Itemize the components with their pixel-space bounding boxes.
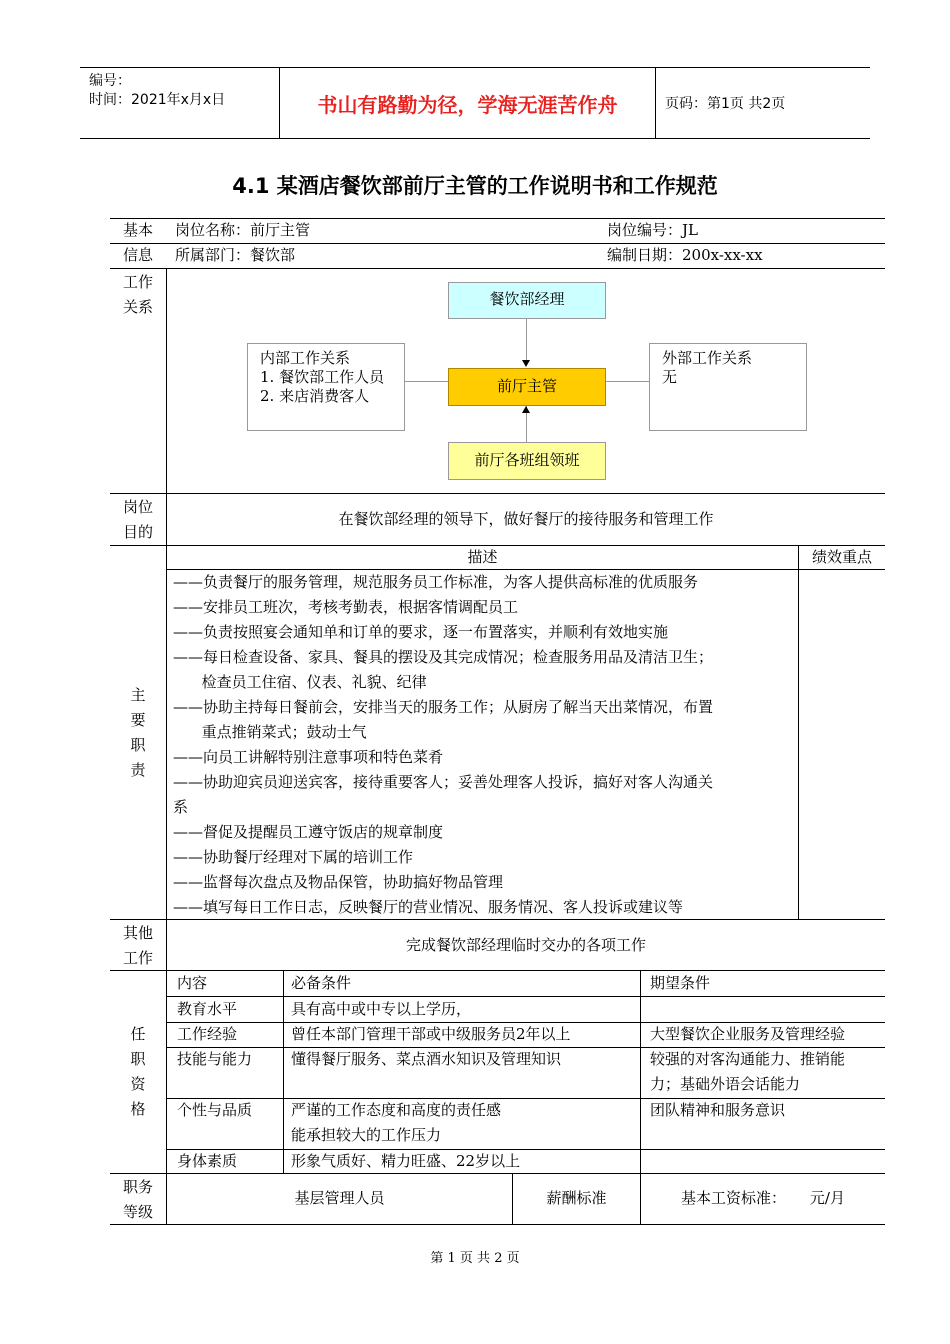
basic-label-2: 信息 — [122, 246, 153, 264]
header-page: 页码：第1页 共2页 — [665, 96, 786, 112]
qual-row-item: 个性与品质 — [177, 1101, 253, 1119]
duty-line: ——填写每日工作日志，反映餐厅的营业情况、服务情况、客人投诉或建议等 — [173, 898, 684, 916]
duty-line: ——负责餐厅的服务管理，规范服务员工作标准，为客人提供高标准的优质服务 — [173, 573, 699, 591]
salary-value: 基本工资标准： 元/月 — [681, 1189, 845, 1207]
duty-line: ——负责按照宴会通知单和订单的要求，逐一布置落实，并顺利有效地实施 — [173, 623, 669, 641]
qual-label-1: 任 — [130, 1025, 146, 1043]
org-box-internal — [247, 343, 405, 431]
header-motto: 书山有路勤为径，学海无涯苦作舟 — [280, 68, 656, 138]
duty-line: ——每日检查设备、家具、餐具的摆设及其完成情况；检查服务用品及清洁卫生； — [173, 648, 714, 666]
qual-row-item: 教育水平 — [177, 1000, 238, 1018]
duty-line: 重点推销菜式；鼓动士气 — [173, 723, 367, 741]
purpose-label-2: 目的 — [122, 523, 153, 541]
other-text: 完成餐饮部经理临时交办的各项工作 — [405, 936, 646, 954]
position-no: 岗位编号：JL — [607, 221, 698, 239]
duties-col-desc: 描述 — [467, 548, 498, 566]
duties-col-kpi: 绩效重点 — [811, 548, 872, 566]
document-header — [80, 67, 870, 139]
time-label: 时间：2021年x月x日 — [89, 92, 226, 108]
duty-line: ——协助餐厅经理对下属的培训工作 — [173, 848, 414, 866]
qual-head-required: 必备条件 — [291, 974, 352, 992]
qual-row-required: 懂得餐厅服务、菜点酒水知识及管理知识 — [291, 1050, 562, 1068]
other-label-2: 工作 — [122, 949, 153, 967]
duties-label-4: 责 — [130, 761, 146, 779]
qual-row-required-cont: 能承担较大的工作压力 — [291, 1126, 442, 1144]
relations-label-2: 关系 — [122, 298, 153, 316]
arrow-down-icon — [522, 360, 530, 367]
duty-line: 系 — [173, 798, 189, 816]
purpose-text: 在餐饮部经理的领导下，做好餐厅的接待服务和管理工作 — [338, 510, 714, 528]
duty-line: ——监督每次盘点及物品保管，协助搞好物品管理 — [173, 873, 504, 891]
internal-title: 内部工作关系 — [260, 349, 351, 367]
grade-level: 基层管理人员 — [294, 1189, 385, 1207]
duty-line: ——督促及提醒员工遵守饭店的规章制度 — [173, 823, 444, 841]
grade-label-2: 等级 — [122, 1203, 153, 1221]
qual-head-content: 内容 — [177, 974, 208, 992]
salary-label: 薪酬标准 — [546, 1189, 607, 1207]
qual-row-required: 具有高中或中专以上学历， — [291, 1000, 472, 1018]
duty-line: ——向员工讲解特别注意事项和特色菜肴 — [173, 748, 444, 766]
external-item-1: 无 — [662, 368, 678, 386]
number-label: 编号： — [89, 73, 131, 89]
duty-line: 检查员工住宿、仪表、礼貌、纪律 — [173, 673, 427, 691]
qual-row-expected: 大型餐饮企业服务及管理经验 — [650, 1025, 846, 1043]
purpose-label-1: 岗位 — [122, 498, 153, 516]
duties-label-2: 要 — [130, 711, 146, 729]
qual-label-3: 资 — [130, 1075, 146, 1093]
qual-label-4: 格 — [130, 1100, 146, 1118]
qual-row-required: 曾任本部门管理干部或中级服务员2年以上 — [291, 1025, 571, 1043]
duty-line: ——安排员工班次，考核考勤表，根据客情调配员工 — [173, 598, 519, 616]
qual-head-expected: 期望条件 — [650, 974, 711, 992]
internal-item-1: 1. 餐饮部工作人员 — [260, 368, 385, 386]
duties-label-1: 主 — [130, 686, 146, 704]
qual-row-required: 形象气质好、精力旺盛、22岁以上 — [291, 1152, 521, 1170]
qual-row-item: 工作经验 — [177, 1025, 238, 1043]
qual-row-expected: 较强的对客沟通能力、推销能 — [650, 1050, 846, 1068]
page-title: 4.1 某酒店餐饮部前厅主管的工作说明书和工作规范 — [232, 174, 718, 198]
qual-row-required: 严谨的工作态度和高度的责任感 — [291, 1101, 502, 1119]
relations-label-1: 工作 — [122, 273, 153, 291]
basic-label-1: 基本 — [122, 221, 153, 239]
arrow-up-icon — [522, 406, 530, 413]
duty-line: ——协助主持每日餐前会，安排当天的服务工作；从厨房了解当天出菜情况，布置 — [173, 698, 714, 716]
external-title: 外部工作关系 — [662, 349, 753, 367]
header-meta — [80, 68, 280, 138]
compile-date: 编制日期：200x-xx-xx — [607, 246, 763, 264]
qual-row-expected-cont: 力；基础外语会话能力 — [650, 1075, 801, 1093]
grade-label-1: 职务 — [122, 1178, 153, 1196]
duties-label-3: 职 — [130, 736, 146, 754]
internal-item-2: 2. 来店消费客人 — [260, 387, 370, 405]
qual-label-2: 职 — [130, 1050, 146, 1068]
org-box-team-leaders: 前厅各班组领班 — [448, 442, 606, 480]
qual-row-item: 身体素质 — [177, 1152, 238, 1170]
department: 所属部门：餐饮部 — [175, 246, 296, 264]
org-box-supervisor: 前厅主管 — [448, 368, 606, 406]
duty-line: ——协助迎宾员迎送宾客，接待重要客人；妥善处理客人投诉，搞好对客人沟通关 — [173, 773, 714, 791]
page-footer: 第 1 页 共 2 页 — [430, 1251, 520, 1266]
position-name: 岗位名称：前厅主管 — [175, 221, 311, 239]
other-label-1: 其他 — [122, 924, 153, 942]
org-box-manager: 餐饮部经理 — [448, 282, 606, 319]
qual-row-item: 技能与能力 — [177, 1050, 253, 1068]
qual-row-expected: 团队精神和服务意识 — [650, 1101, 786, 1119]
org-box-external — [649, 343, 807, 431]
